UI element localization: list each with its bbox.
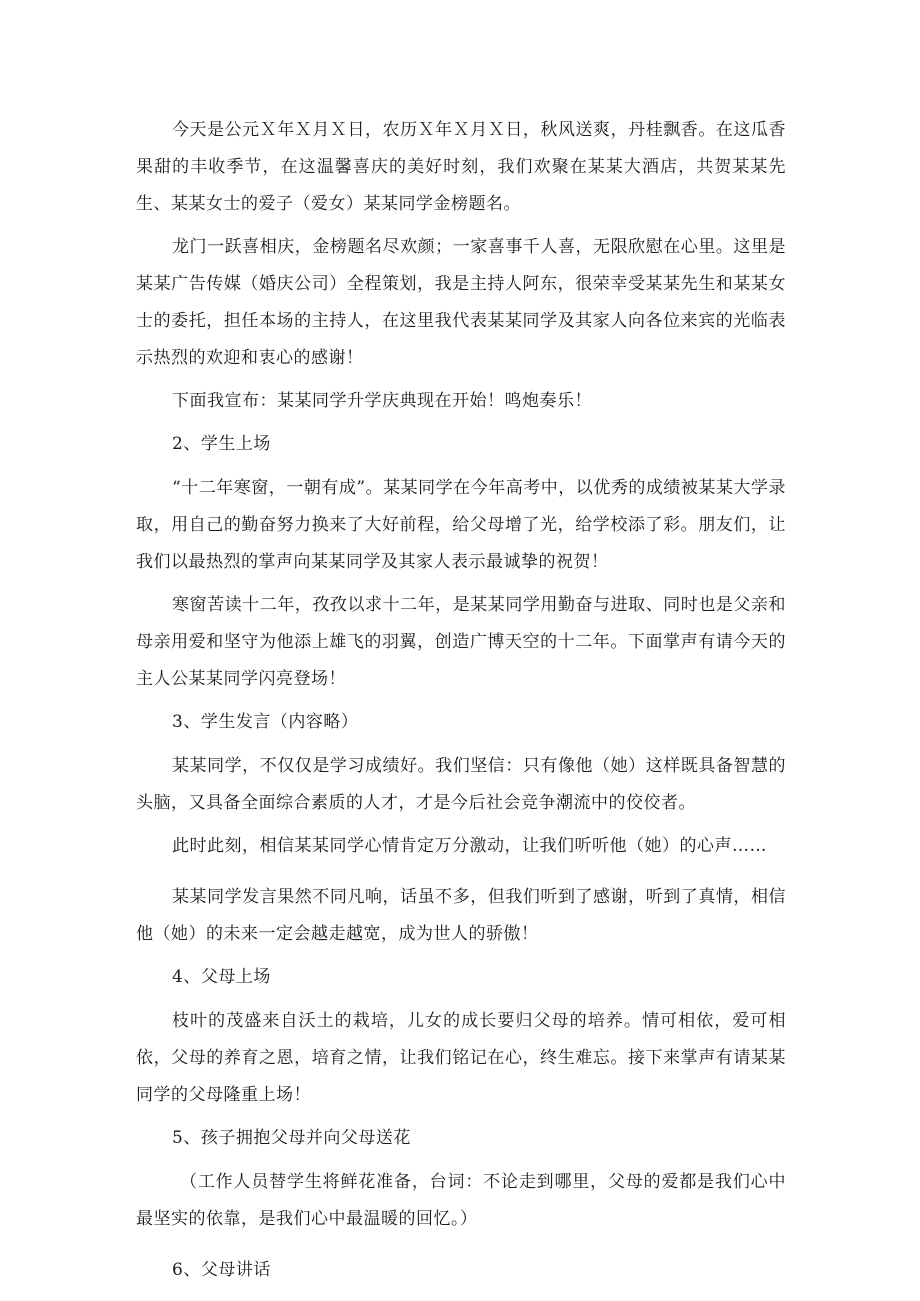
paragraph-after-speech: 某某同学发言果然不同凡响，话虽不多，但我们听到了感谢，听到了真情，相信他（她）的未来一定会越走越宽，成为世人的骄傲！ — [136, 887, 786, 944]
paragraph-staff-note: （工作人员替学生将鲜花准备，台词：不论走到哪里，父母的爱都是我们心中最坚实的依靠，是我们心中最温暖的回忆。） — [136, 1172, 786, 1229]
section-heading-flowers: 5、孩子拥抱父母并向父母送花 — [172, 1128, 411, 1148]
paragraph-student-voice: 此时此刻，相信某某同学心情肯定万分激动，让我们听听他（她）的心声…… — [172, 836, 767, 856]
paragraph-announcement: 下面我宣布：某某同学升学庆典现在开始！鸣炮奏乐！ — [172, 391, 592, 411]
section-heading-student-speech: 3、学生发言（内容略） — [172, 712, 359, 732]
section-heading-parents-entrance: 4、父母上场 — [172, 967, 271, 987]
paragraph-opening: 今天是公元Ｘ年Ｘ月Ｘ日，农历Ｘ年Ｘ月Ｘ日，秋风送爽，丹桂飘香。在这瓜香果甜的丰收季节，在这温馨喜庆的美好时刻，我们欢聚在某某大酒店，共贺某某先生、某某女士的爱子（爱女）某某同学金榜题名。 — [136, 120, 786, 214]
document-body — [136, 112, 786, 1296]
paragraph-welcome: 龙门一跃喜相庆，金榜题名尽欢颜；一家喜事千人喜，无限欣慰在心里。这里是某某广告传媒（婚庆公司）全程策划，我是主持人阿东，很荣幸受某某先生和某某女士的委托，担任本场的主持人，在这里我代表某某同学及其家人向各位来宾的光临表示热烈的欢迎和衷心的感谢！ — [136, 237, 786, 368]
section-heading-parents-speech: 6、父母讲话 — [172, 1260, 271, 1280]
paragraph-twelve-years: 寒窗苦读十二年，孜孜以求十二年，是某某同学用勤奋与进取、同时也是父亲和母亲用爱和坚守为他添上雄飞的羽翼，创造广博天空的十二年。下面掌声有请今天的主人公某某同学闪亮登场！ — [136, 595, 786, 689]
paragraph-parents-gratitude: 枝叶的茂盛来自沃土的栽培，儿女的成长要归父母的培养。情可相依，爱可相依，父母的养育之恩，培育之情，让我们铭记在心，终生难忘。接下来掌声有请某某同学的父母隆重上场！ — [136, 1011, 786, 1105]
paragraph-student-praise: 某某同学，不仅仅是学习成绩好。我们坚信：只有像他（她）这样既具备智慧的头脑，又具备全面综合素质的人才，才是今后社会竞争潮流中的佼佼者。 — [136, 756, 786, 813]
paragraph-congratulations: “十二年寒窗，一朝有成”。某某同学在今年高考中，以优秀的成绩被某某大学录取，用自己的勤奋努力换来了大好前程，给父母增了光，给学校添了彩。朋友们，让我们以最热烈的掌声向某某同学及其家人表示最诚挚的祝贺！ — [136, 478, 786, 572]
section-heading-student-entrance: 2、学生上场 — [172, 434, 271, 454]
